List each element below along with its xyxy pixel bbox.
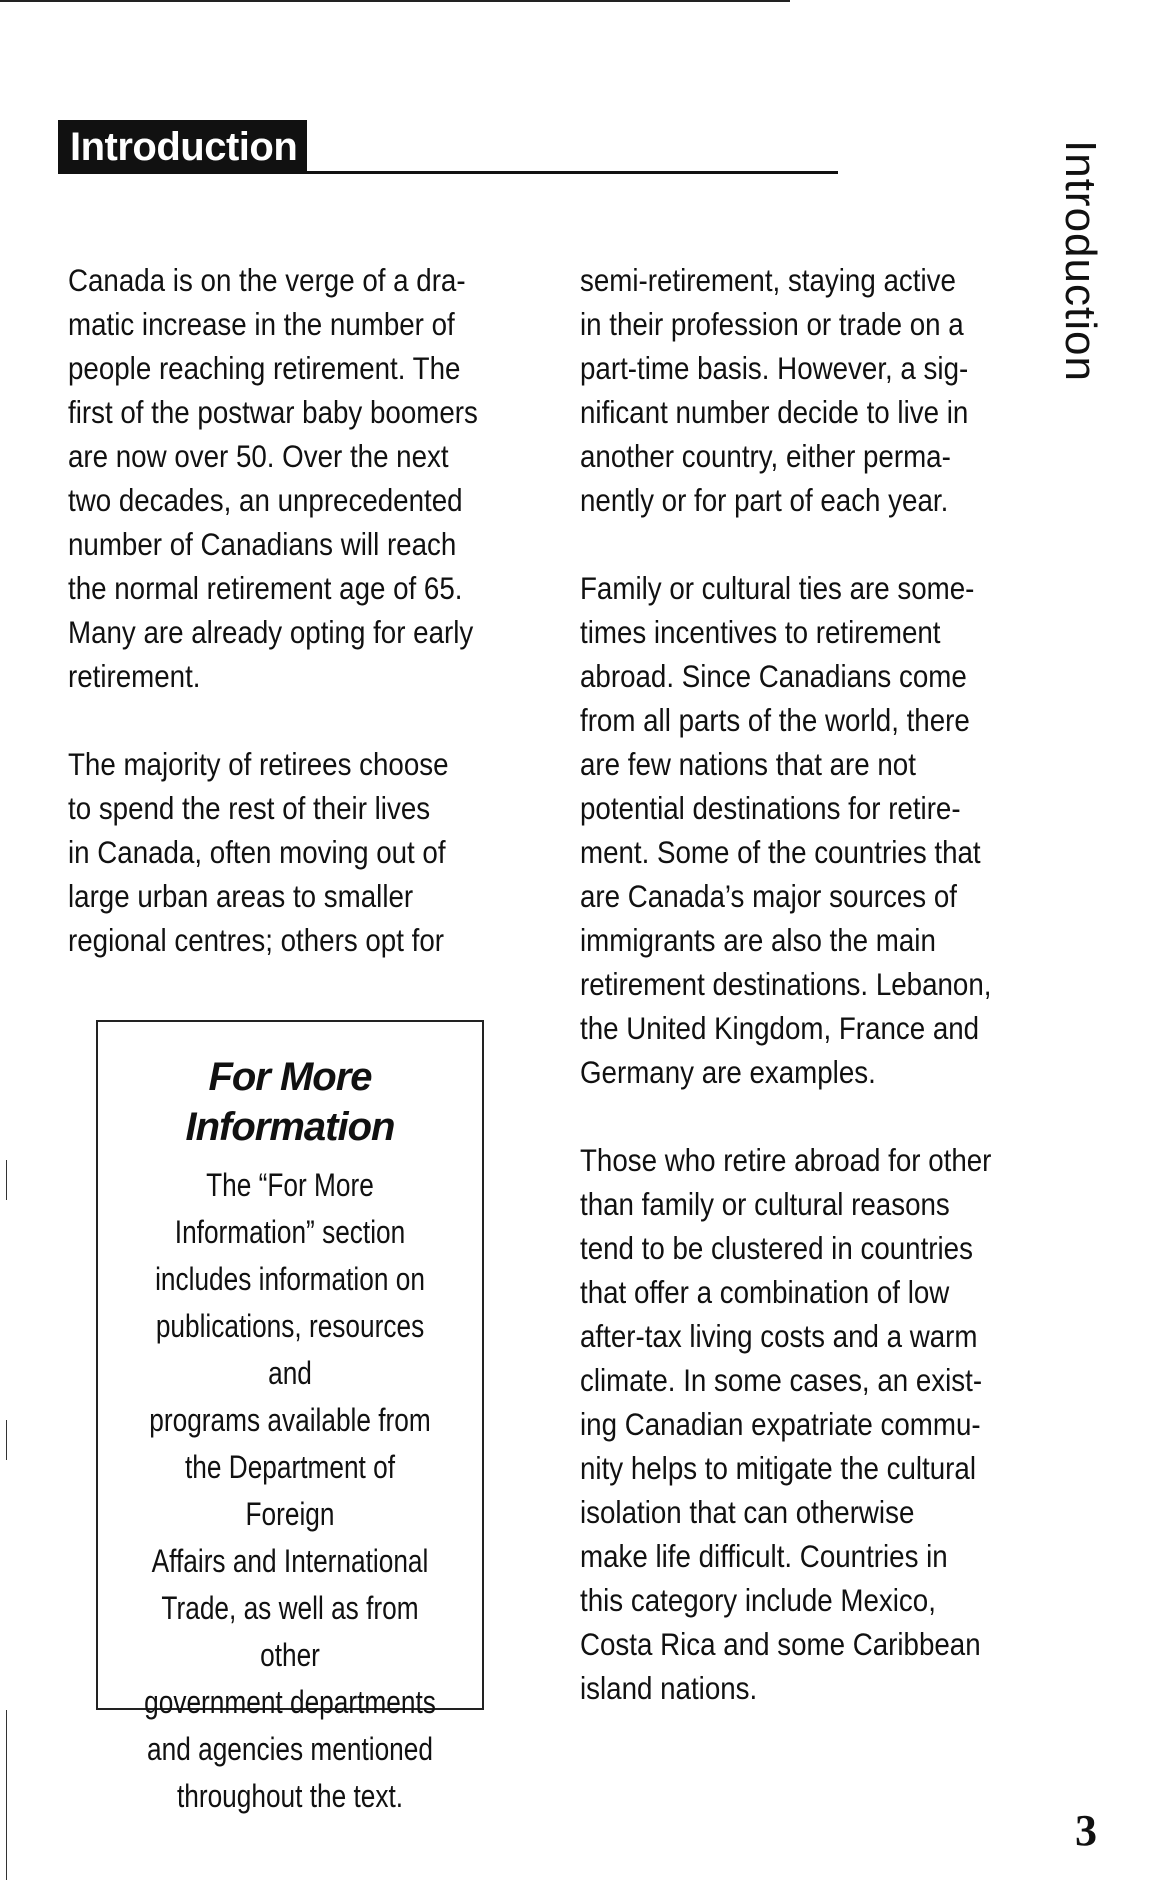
section-heading-label: Introduction — [58, 120, 307, 174]
margin-mark — [6, 1420, 7, 1460]
top-rule — [0, 0, 790, 2]
side-tab — [1050, 140, 1110, 420]
margin-mark — [6, 1710, 7, 1880]
side-tab-label: Introduction — [1056, 140, 1105, 382]
left-column — [68, 258, 538, 1006]
paragraph-semi-retirement: semi-retirement, staying active in their profession or trade on a part-time basis. However, a sig- nificant number decide to live in another country, either perma- nently or for part of each year. — [580, 262, 969, 518]
info-box-body: The “For More Information” section includes information on publications, resources and programs available from the Department of Foreign Affairs and International Trade, as well as from other government departments and agencies mentioned throughout the text. — [144, 1167, 436, 1814]
paragraph-family-ties: Family or cultural ties are some- times incentives to retirement abroad. Since Canadians come from all parts of the world, there are few nations that are not potential destinations for retire- ment. Some of the countries that are Canada’s major sources of immigrants are also the main retirement destinations. Lebanon, the United Kingdom, France and Germany are examples. — [580, 570, 992, 1090]
right-column — [580, 258, 1050, 1754]
for-more-information-box — [96, 1020, 484, 1814]
margin-mark — [6, 1160, 7, 1200]
paragraph-retire-abroad: Those who retire abroad for other than family or cultural reasons tend to be clustered in countries that offer a combination of low after-tax living costs and a warm climate. In some cases, an exist- ing Canadian expatriate commu- nity helps to mitigate the cultural isolation that can otherwise make life difficult. Countries in this category include Mexico, Costa Rica and some Caribbean island nations. — [580, 1142, 992, 1706]
section-heading — [58, 120, 838, 174]
page-number: 3 — [1075, 1806, 1097, 1855]
info-box-title: For More Information — [185, 1055, 395, 1149]
paragraph-intro: Canada is on the verge of a dra- matic increase in the number of people reaching retirement. The first of the postwar baby boomers are now over 50. Over the next two decades, an unprecedented number of Canadians will reach the normal retirement age of 65. Many are already opting for early retirement. — [68, 262, 478, 694]
heading-divider — [58, 171, 838, 174]
paragraph-majority: The majority of retirees choose to spend the rest of their lives in Canada, often moving out of large urban areas to smaller regional centres; others opt for — [68, 746, 449, 958]
